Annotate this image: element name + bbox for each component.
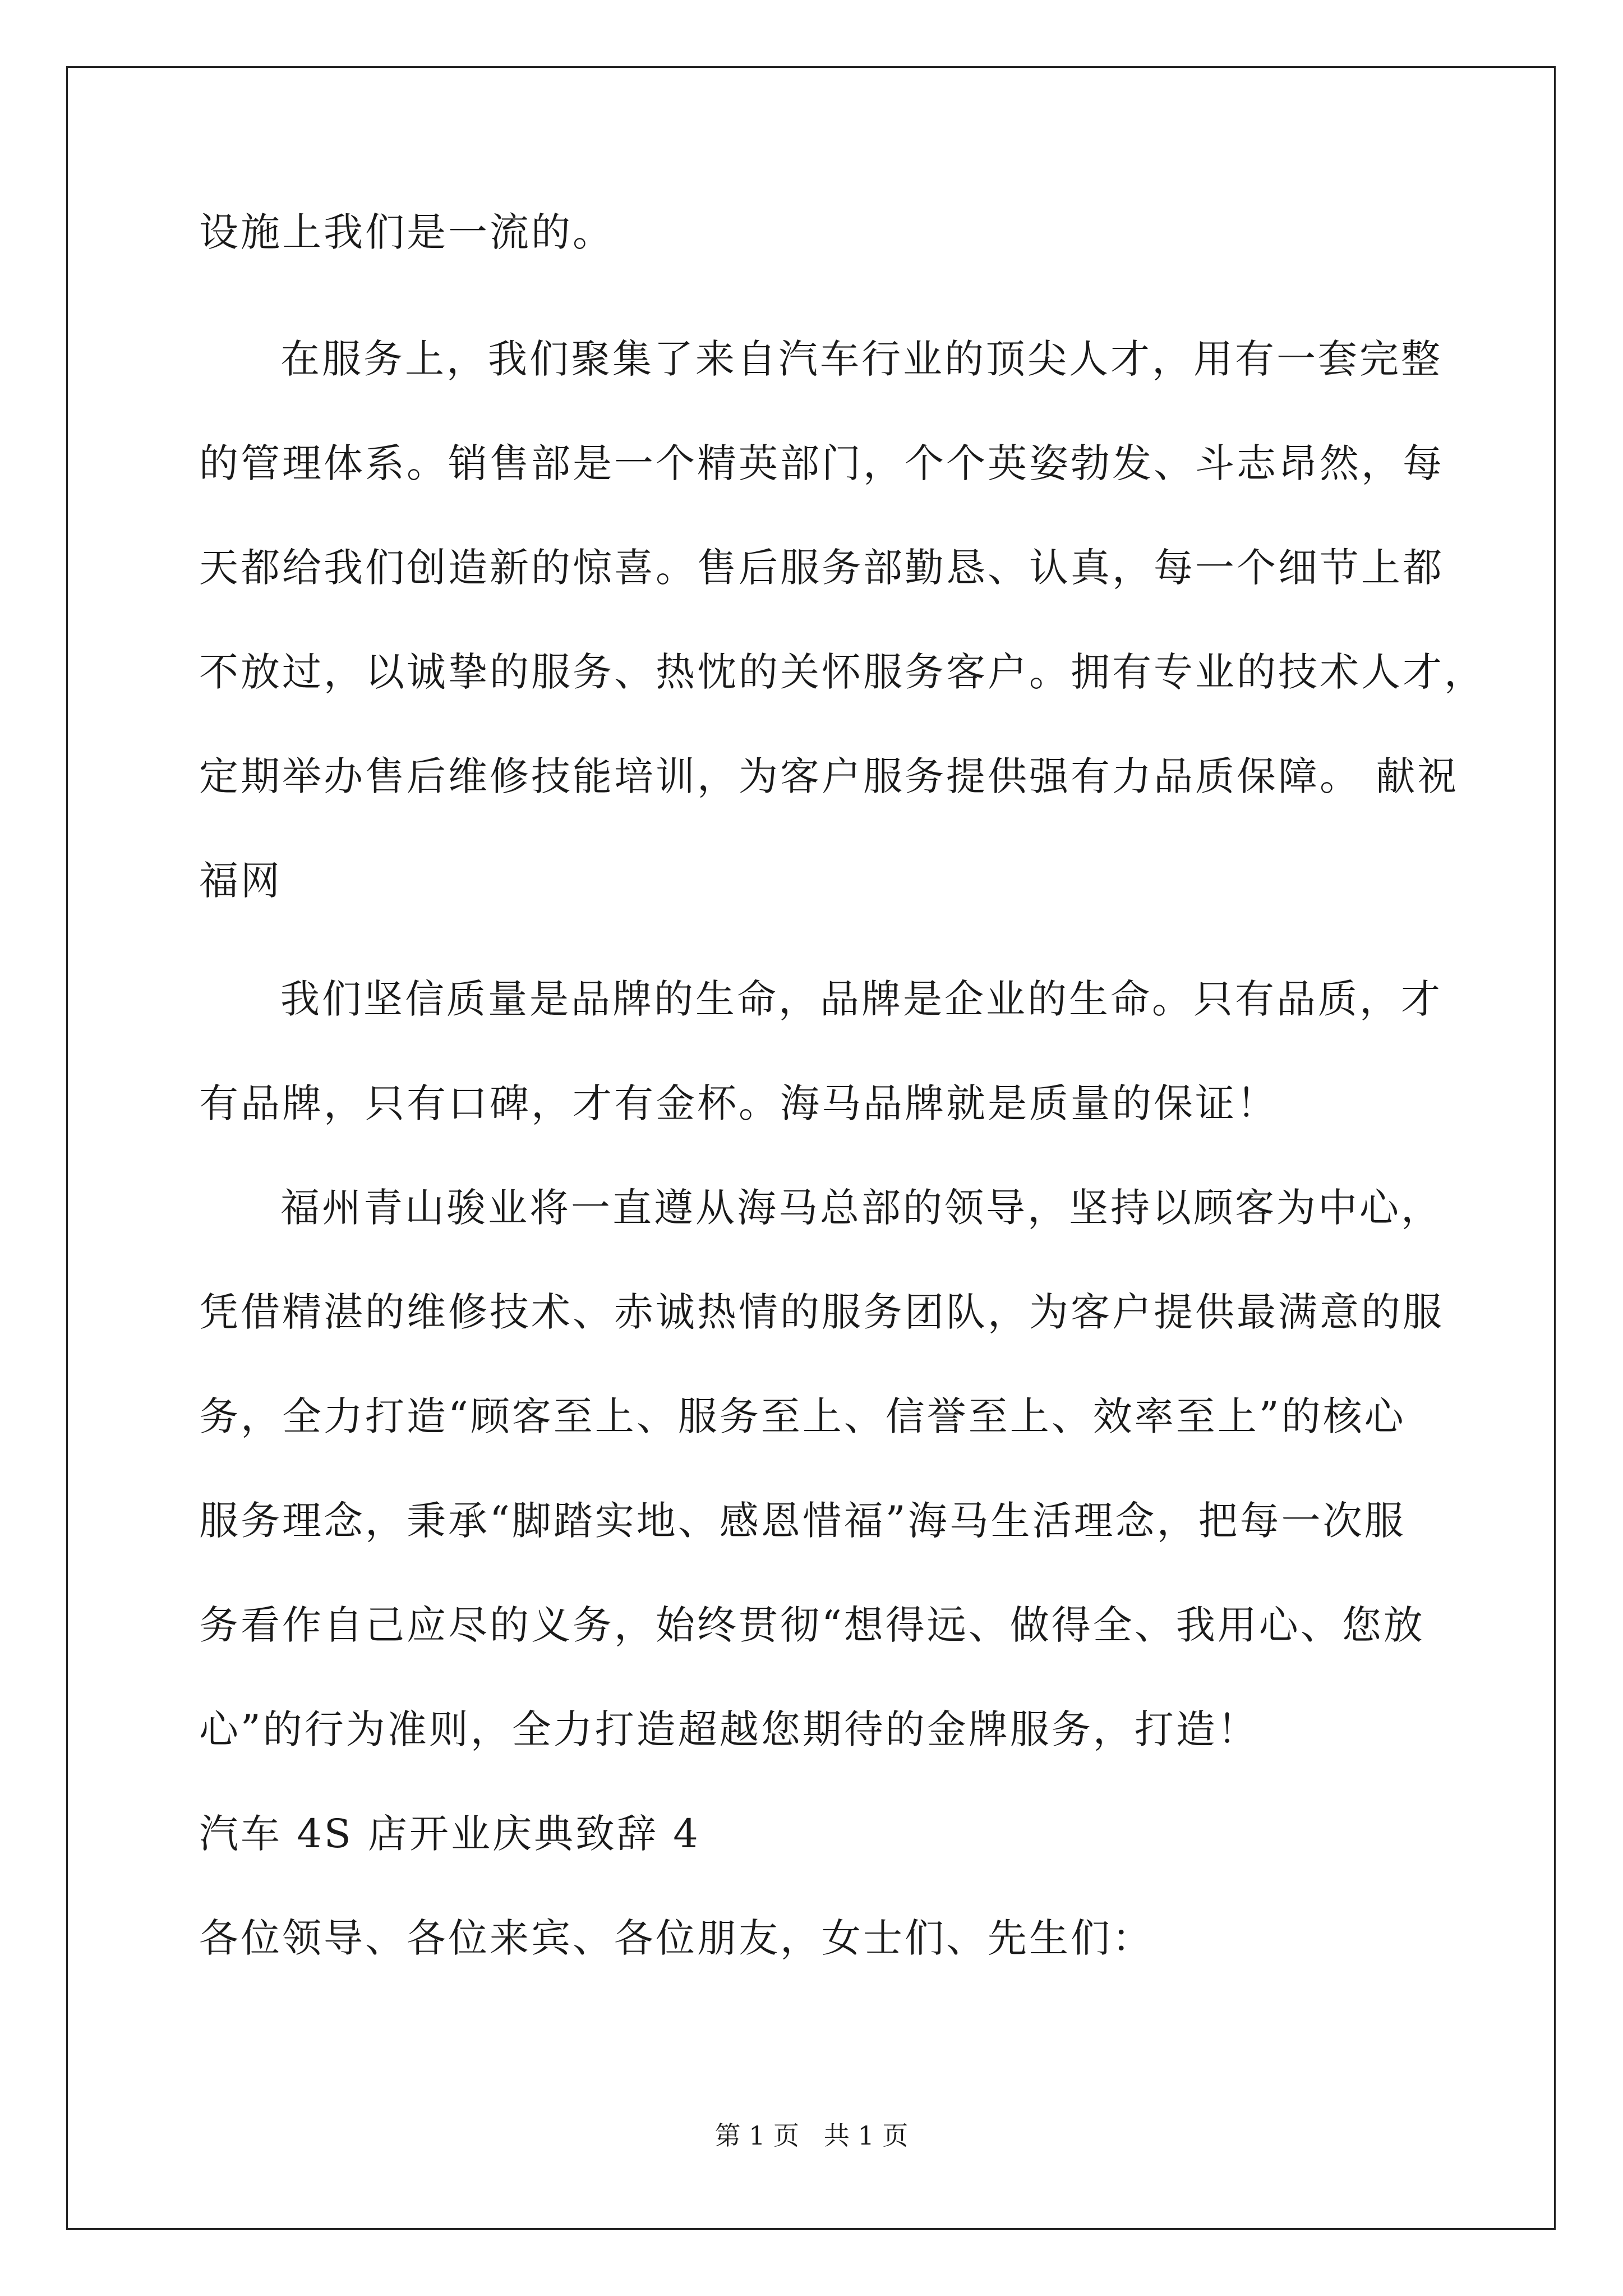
text-line: 务，全力打造“顾客至上、服务至上、信誉至上、效率至上”的核心 bbox=[199, 1393, 1406, 1439]
salutation-line: 各位领导、各位来宾、各位朋友，女士们、先生们： bbox=[199, 1915, 1154, 1961]
paragraph-start: 福州青山骏业将一直遵从海马总部的领导，坚持以顾客为中心， bbox=[280, 1185, 1442, 1231]
text-line: 心”的行为准则，全力打造超越您期待的金牌服务，打造！ bbox=[199, 1706, 1259, 1752]
text-line: 福网 bbox=[199, 858, 282, 904]
text-line: 凭借精湛的维修技术、赤诚热情的服务团队，为客户提供最满意的服 bbox=[199, 1289, 1444, 1335]
text-line: 不放过，以诚挚的服务、热忱的关怀服务客户。拥有专业的技术人才， bbox=[199, 649, 1486, 695]
paragraph-start: 我们坚信质量是品牌的生命，品牌是企业的生命。只有品质，才 bbox=[280, 976, 1442, 1022]
paragraph-start: 在服务上，我们聚集了来自汽车行业的顶尖人才，用有一套完整 bbox=[280, 336, 1442, 382]
text-line: 设施上我们是一流的。 bbox=[199, 209, 614, 255]
page-number-footer: 第 1 页 共 1 页 bbox=[714, 2120, 909, 2151]
page-border bbox=[66, 66, 1556, 2230]
text-line: 服务理念，秉承“脚踏实地、感恩惜福”海马生活理念，把每一次服 bbox=[199, 1498, 1406, 1544]
text-line: 天都给我们创造新的惊喜。售后服务部勤恳、认真，每一个细节上都 bbox=[199, 545, 1444, 591]
text-line: 务看作自己应尽的义务，始终贯彻“想得远、做得全、我用心、您放 bbox=[199, 1602, 1425, 1648]
text-line: 的管理体系。销售部是一个精英部门，个个英姿勃发、斗志昂然，每 bbox=[199, 440, 1444, 486]
text-line: 有品牌，只有口碑，才有金杯。海马品牌就是质量的保证！ bbox=[199, 1080, 1278, 1126]
text-line: 定期举办售后维修技能培训，为客户服务提供强有力品质保障。 献祝 bbox=[199, 753, 1459, 799]
section-heading: 汽车 4S 店开业庆典致辞 4 bbox=[199, 1811, 700, 1857]
